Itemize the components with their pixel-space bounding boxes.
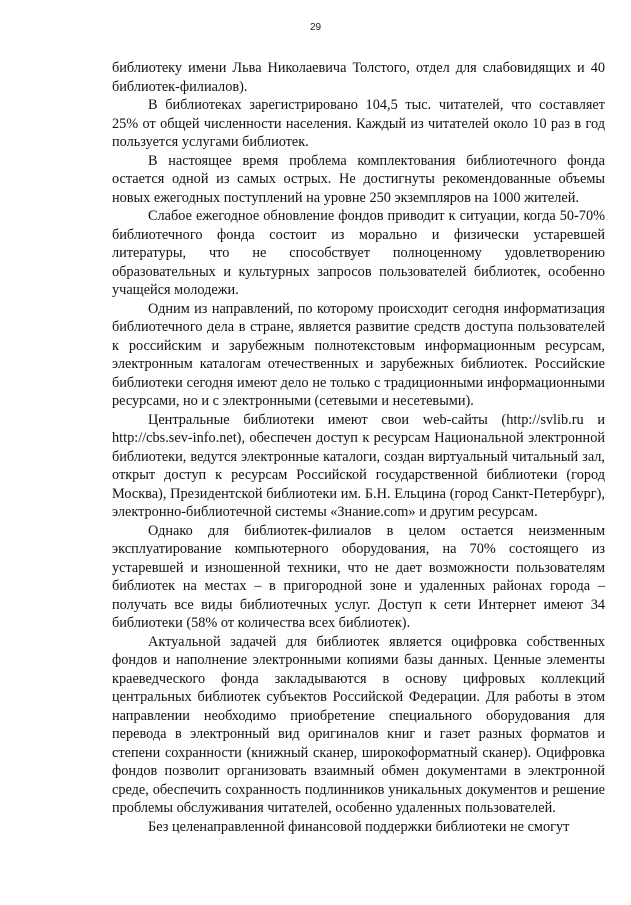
page-number: 29 [309,22,322,33]
page-body-text [112,59,605,836]
paragraph-5: Одним из направлений, по которому происходит сегодня информатизация библиотечного дела в стране, является развитие средств доступа пользователей к российским и зарубежным полнотекстовым информационным ресурсам, электронным каталогам отечественных и зарубежных библиотек. Российские библиотеки сегодня имеют дело не только с традиционными информационными ресурсами, но и с электронными (сетевыми и несетевыми). [112,300,605,409]
paragraph-3: В настоящее время проблема комплектования библиотечного фонда остается одной из самых острых. Не достигнуты рекомендованные объемы новых ежегодных поступлений на уровне 250 экземпляров на 1000 жителей. [112,152,605,206]
paragraph-2: В библиотеках зарегистрировано 104,5 тыс. читателей, что составляет 25% от общей численности населения. Каждый из читателей около 10 раз в год пользуется услугами библиотек. [112,97,605,150]
paragraph-1: библиотеку имени Льва Николаевича Толстого, отдел для слабовидящих и 40 библиотек-филиалов). [112,60,605,95]
paragraph-8: Актуальной задачей для библиотек является оцифровка собственных фондов и наполнение электронными копиями базы данных. Ценные элементы краеведческого фонда закладываются в основу цифровых коллекций центральных библиотек субъектов Российской Федерации. Для работы в этом направлении необходимо приобретение специального оборудования для перевода в электронный вид оригиналов книг и газет разных форматов и степени сохранности (книжный сканер, широкоформатный сканер). Оцифровка фондов позволит организовать взаимный обмен документами в электронной среде, обеспечить сохранность подлинников уникальных документов и решение проблемы обслуживания читателей, особенно удаленных пользователей. [112,633,605,816]
paragraph-4: Слабое ежегодное обновление фондов приводит к ситуации, когда 50-70% библиотечного фонда состоит из морально и физически устаревшей литературы, что не способствует полноценному удовлетворению образовательных и культурных запросов пользователей библиотек, особенно учащейся молодежи. [112,208,605,298]
paragraph-6: Центральные библиотеки имеют свои web-сайты (http://svlib.ru и http://cbs.sev-info.net), обеспечен доступ к ресурсам Национальной электронной библиотеки, ведутся электронные каталоги, создан виртуальный читальный зал, открыт доступ к ресурсам Российской государственной библиотеки (город Москва), Президентской библиотеки им. Б.Н. Ельцина (город Санкт-Петербург), электронно-библиотечной системы «Знание.com» и другим ресурсам. [112,411,605,520]
paragraph-9: Без целенаправленной финансовой поддержки библиотеки не смогут [148,818,570,835]
paragraph-7: Однако для библиотек-филиалов в целом остается неизменным эксплуатирование компьютерного оборудования, на 70% состоящего из устаревшей и изношенной техники, что не дает возможности пользователям библиотек на местах – в пригородной зоне и удаленных районах города –получать все виды библиотечных услуг. Доступ к сети Интернет имеют 34 библиотеки (58% от количества всех библиотек). [112,522,605,631]
